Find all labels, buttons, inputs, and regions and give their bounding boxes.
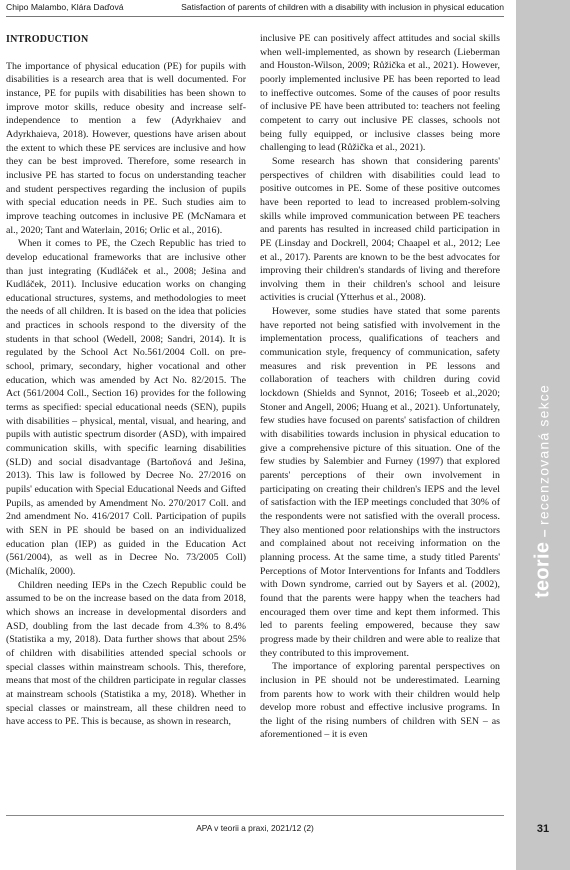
paragraph: inclusive PE can positively affect attitudes and social skills when well-implemented, as shown by research (Lieberman and Houston-Wilson, 2009; Růžička et al., 2021). However, poorly implemented inclusive PE has been reported to lead to ineffective outcomes. Some of the causes of poor results of inclusive PE have been attributed to: teachers not feeling competent to carry out inclusive PE classes, schools not being fully equipped, or inclusive classes being more challenging to lead (Růžička et al., 2021). [260, 33, 500, 154]
running-header [0, 0, 570, 14]
right-column [260, 32, 500, 742]
sidebar-label-main: teorie [531, 541, 554, 598]
header-divider [6, 16, 504, 17]
header-authors: Chipo Malambo, Klára Daďová [6, 2, 124, 12]
left-column [6, 33, 246, 729]
sidebar-label-sub: recenzovaná sekce [535, 384, 552, 526]
paragraph: Some research has shown that considering parents' perspectives of children with disabilities could lead to positive outcomes in PE. Some of these positive outcomes have been reported to lead to increased problem-solving skills while improved communication between PE teachers and parents has resulted in increased child participation in PE (Linsday and Dockrell, 2004; Chaapel et al., 2012; Lee et al., 2017). Parents are known to be the best advocates for improving their children's standards of living and therefore involving them in their children's school and leisure activities is crucial (Ytterhus et al., 2008). [260, 155, 500, 304]
page-number: 31 [536, 823, 550, 835]
section-heading: INTRODUCTION [6, 34, 89, 45]
paragraph: The importance of exploring parental perspectives on inclusion in PE should not be underestimated. Learning from parents how to work with their children would help develop more robust and effective inclusive programs. In the light of the rising numbers of children with SEN – as aforementioned – it is even [260, 661, 500, 741]
paragraph: The importance of physical education (PE) for pupils with disabilities is a research area that is well documented. For instance, PE for pupils with disabilities has been shown to improve motor skills, reduce obesity and increase self-independence to mention a few (Adyrkhaiev and Adyrkhaieva, 2018). However, questions have arisen about the extent to which these PE services are inclusive and how they can be best improved. Therefore, some research in inclusive PE has started to focus on understanding teacher and student perspectives regarding the inclusion of pupils with special education needs in PE. Such studies aim to improve teaching outcomes in inclusive PE (McNamara et al., 2020; Tant and Waterlain, 2016; Orlic et al., 2016). [6, 60, 246, 236]
sidebar-section-label [532, 384, 555, 598]
paragraph: However, some studies have stated that some parents have reported not being satisfied with involvement in the implementation process, qualifications of teachers and communication style, frequency of communication, safety measures and risk prevention in PE lessons and collaboration of teachers with children during covid lockdown (Shields and Synnot, 2016; Toseeb et al.,2020; Stoner and Angell, 2006; Huang et al., 2021). Unfortunately, few studies have focused on parents' satisfaction of children with disabilities towards inclusion in physical education to give a comprehensive picture of this situation. One of the few studies by Salembier and Furney (1997) that explored parents' perceptions of their own involvement in participating on creating their children's IEPS and the level of satisfaction with the IEP meetings concluded that 30% of the respondents were not satisfied with the overall process. They also mentioned poor relationships with the instructors and complained about not receiving information on the planning process. At the same time, a study titled Parents' Perceptions of Motor Interventions for Infants and Toddlers with Down syndrome, carried out by Sayers et al. (2002), found that the parents were happy when the teachers had encouraged them over time and kept them informed. This led to parents feeling empowered, because they saw progress made by their children and were able to realize that they contributed to this improvement. [260, 306, 500, 659]
paragraph: Children needing IEPs in the Czech Republic could be assumed to be on the increase based on the data from 2018, which shows an increase in developmental disorders and ASD, doubling from the last decade from 4.3% to 8.4% (Statistika a my, 2018). Data further shows that about 25% of children with disabilities attended special schools or special classes within mainstream schools. This, therefore, means that most of the children participate in regular classes at mainstream schools (Statistika a my, 2018). Whether in special classes or mainstream, all these children need to have access to PE. This is because, as shown in research, [6, 579, 246, 728]
header-article-title: Satisfaction of parents of children with a disability with inclusion in physical education [181, 2, 504, 12]
paragraph: When it comes to PE, the Czech Republic has tried to develop educational frameworks that are inclusive other than just integrating (Kudláček et al., 2008; Ješina and Kudláček, 2011). Inclusive education works on changing educational structures, systems, and methodologies to meet the needs of all children. It is based on the idea that policies and practices in schools respond to the diversity of the students in that school (Wedell, 2008; Sandri, 2014). It is regulated by the School Act No.561/2004 Coll. on pre-school, primary, secondary, higher vocational and other education, which was amended by Act No. 82/2015. The Act (561/2004 Coll., Section 16) provides for the following terms as specified: special educational needs (SEN), pupils with disabilities – physical, mental, visual, and hearing, and pupils with autistic spectrum disorder (ASD), with impaired communication skills, with specific learning disabilities (SLD) and social disadvantage (Bartoňová and Ješina, 2013). This law is followed by Decree No. 27/2016 on pupils' education with Special Educational Needs and Gifted Pupils, as amended by Amendment No. 270/2017 Coll. and 2nd amendment No. 416/2017 Coll. Participation of pupils with SEN in PE should be based on an individualized education plan (IEP) as guided in the Education Act (561/2004), as well as in Decree No. 73/2005 Coll) (Michalík, 2000). [6, 238, 246, 577]
footer-divider [6, 815, 504, 816]
footer-journal: APA v teorii a praxi, 2021/12 (2) [196, 823, 314, 833]
sidebar-label-dash: – [535, 529, 552, 538]
